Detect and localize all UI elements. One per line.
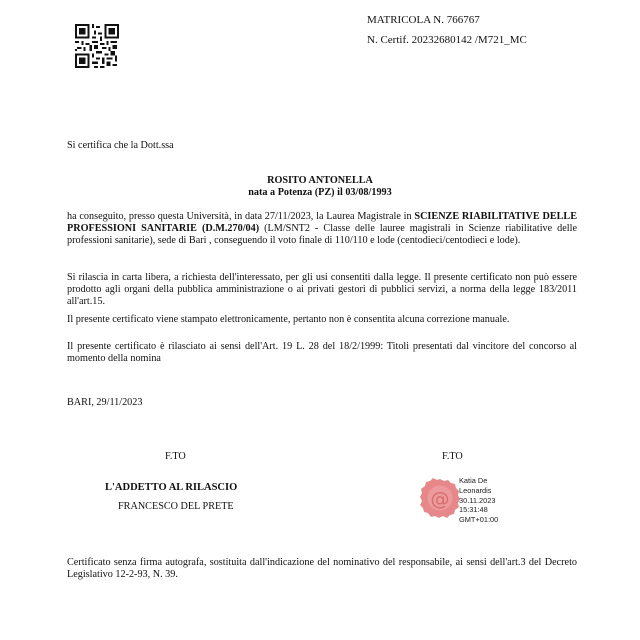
stampa-paragraph: Il presente certificato viene stampato elettronicamente, pertanto non è consentita alcuna correzione manuale. (67, 314, 510, 325)
signature-stamp (459, 476, 529, 525)
right-fto: F.TO (442, 451, 463, 462)
birth-info: nata a Potenza (PZ) il 03/08/1993 (248, 187, 392, 198)
carta-libera-paragraph: Si rilascia in carta libera, a richiesta dell'interessato, per gli usi consentiti dalla legge. Il presente certificato non può essere prodotto agli organi della pubblica amministrazione o ai privati gestori di pubblici servizi, a norma della legge 183/2011 all'art.15. (67, 272, 577, 308)
signatory-role: L'ADDETTO AL RILASCIO (105, 482, 238, 493)
qr-code-icon (75, 24, 119, 68)
degree-title: SCIENZE RIABILITATIVE DELLE PROFESSIONI SANITARIE (D.M.270/04) (67, 211, 577, 235)
svg-text:@: @ (430, 488, 450, 510)
place-date: BARI, 29/11/2023 (67, 397, 143, 408)
intro-text: Si certifica che la Dott.ssa (67, 140, 174, 151)
stamp-date: 30.11.2023 (459, 495, 496, 505)
digital-signature-seal-icon (420, 478, 460, 518)
stamp-time: 15:31:48 (459, 505, 488, 515)
degree-pre: ha conseguito, presso questa Università, in data 27/11/2023, la Laurea Magistrale in (67, 211, 415, 222)
stamp-timezone: GMT+01:00 (459, 515, 499, 525)
footer-note: Certificato senza firma autografa, sostituita dall'indicazione del nominativo del responsabile, ai sensi dell'art.3 del Decreto Legislativo 12-2-93, N. 39. (67, 557, 577, 581)
left-fto: F.TO (165, 451, 186, 462)
signatory-name: FRANCESCO DEL PRETE (118, 501, 234, 512)
person-name: ROSITO ANTONELLA (267, 175, 373, 186)
art19-paragraph: Il presente certificato è rilasciato ai sensi dell'Art. 19 L. 28 del 18/2/1999: Titoli presentati dal vincitore del concorso al momento della nomina (67, 341, 577, 365)
degree-post: (LM/SNT2 - Classe delle lauree magistrali in Scienze riabilitative delle professioni sanitarie), sede di Bari , conseguendo il voto finale di 110/110 e lode (centodieci/centodieci e lode). (67, 223, 577, 247)
certificate-number: N. Certif. 20232680142 /M721_MC (367, 34, 527, 46)
degree-paragraph (67, 211, 577, 248)
stamp-name-2: Leonardis (459, 485, 492, 495)
matricola-number: MATRICOLA N. 766767 (367, 14, 480, 26)
stamp-name-1: Katia De (459, 476, 488, 485)
